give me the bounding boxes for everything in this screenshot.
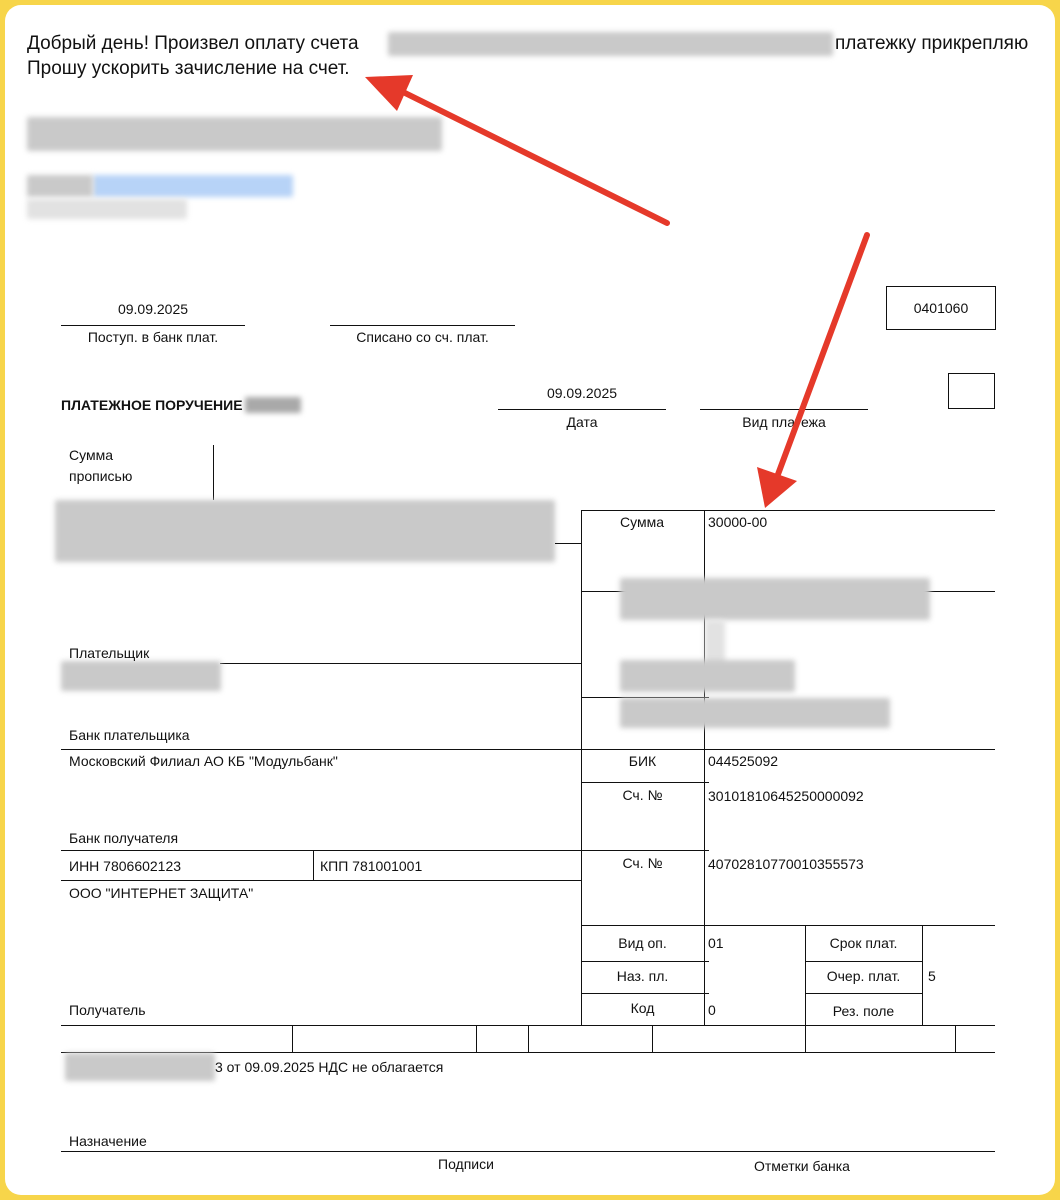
payer-label: Плательщик <box>69 645 150 661</box>
bik-value: 044525092 <box>708 753 779 769</box>
payee-kpp: КПП 781001001 <box>320 858 423 874</box>
op-type-value: 01 <box>708 935 724 951</box>
corr-account-label: Сч. № <box>622 787 663 803</box>
arrow-to-message <box>365 75 667 223</box>
purpose-code-label: Наз. пл. <box>616 968 669 984</box>
payee-account-label: Сч. № <box>622 855 663 871</box>
purpose-text: 3 от 09.09.2025 НДС не облагается <box>215 1059 444 1075</box>
screenshot-frame <box>5 5 1055 1195</box>
arrow-to-amount <box>757 235 867 508</box>
bik-label: БИК <box>628 753 657 769</box>
term-label: Срок плат. <box>829 935 898 951</box>
signatures-label: Подписи <box>438 1156 494 1172</box>
date-label: Дата <box>566 414 598 430</box>
form-title: ПЛАТЕЖНОЕ ПОРУЧЕНИЕ <box>61 397 243 413</box>
reserve-label: Рез. поле <box>832 1003 895 1019</box>
payee-account-value: 40702810770010355573 <box>708 856 864 872</box>
annotation-arrows <box>5 5 1055 1195</box>
payee-name: ООО "ИНТЕРНЕТ ЗАЩИТА" <box>69 885 254 901</box>
purpose-label: Назначение <box>69 1133 147 1149</box>
debited-label: Списано со сч. плат. <box>356 329 489 345</box>
payee-inn: ИНН 7806602123 <box>69 858 182 874</box>
order-value: 5 <box>928 968 936 984</box>
message-line-1-end: платежку прикрепляю <box>835 33 1029 54</box>
payee-label: Получатель <box>69 1002 146 1018</box>
code-value: 0 <box>708 1002 716 1018</box>
payer-bank-label: Банк плательщика <box>69 727 190 743</box>
form-code-box: 0401060 <box>886 286 996 330</box>
received-label: Поступ. в банк плат. <box>87 329 219 345</box>
amount-value: 30000-00 <box>708 514 768 530</box>
amount-words-label: Сумма <box>69 447 113 463</box>
message-line-2: Прошу ускорить зачисление на счет. <box>27 58 350 79</box>
amount-label: Сумма <box>620 514 664 530</box>
code-label: Код <box>630 1000 655 1016</box>
payee-bank-label: Банк получателя <box>69 830 179 846</box>
document-date: 09.09.2025 <box>546 385 618 401</box>
order-label: Очер. плат. <box>826 968 901 984</box>
received-date: 09.09.2025 <box>117 301 189 317</box>
op-type-label: Вид оп. <box>618 935 667 951</box>
message-line-1-start: Добрый день! Произвел оплату счета <box>27 33 359 54</box>
bank-marks-label: Отметки банка <box>754 1158 850 1174</box>
corr-account-value: 30101810645250000092 <box>708 788 864 804</box>
payee-bank-name: Московский Филиал АО КБ "Модульбанк" <box>69 753 338 769</box>
amount-words-label-2: прописью <box>69 468 133 484</box>
payment-type-label: Вид платежа <box>742 414 826 430</box>
